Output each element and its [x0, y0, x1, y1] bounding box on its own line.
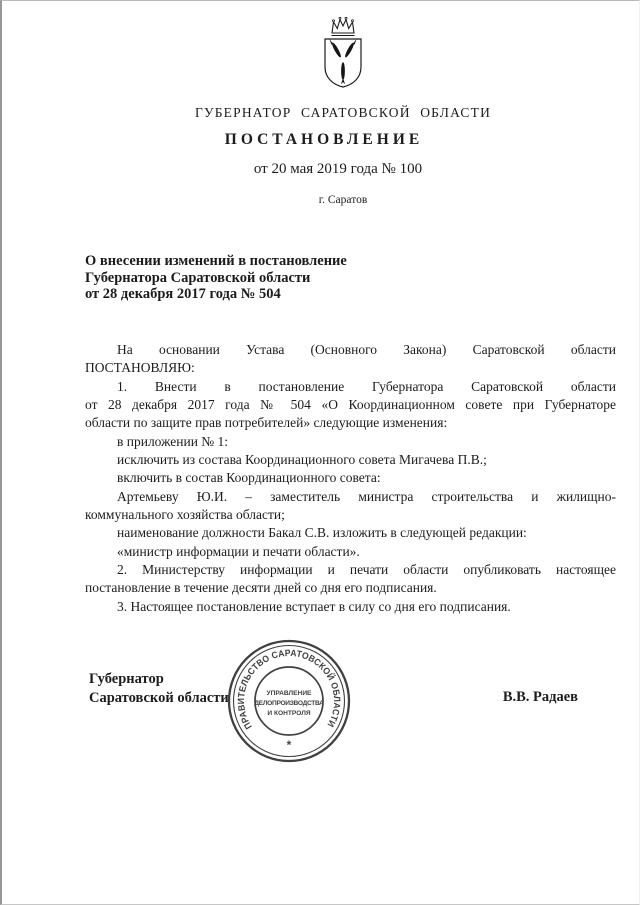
stamp-ring-text: ПРАВИТЕЛЬСТВО САРАТОВСКОЙ ОБЛАСТИ [236, 647, 343, 732]
body-line: в приложении № 1: [117, 433, 229, 449]
place-line: г. Саратов [318, 194, 368, 206]
body-line: ПОСТАНОВЛЯЮ: [85, 360, 195, 376]
stamp-star: * [286, 738, 292, 752]
stamp-center-line: И КОНТРОЛЯ [267, 710, 311, 717]
signer-name: В.В. Радаев [502, 689, 578, 705]
body-line: наименование должности Бакал С.В. изложить в следующей редакции: [117, 525, 527, 541]
decree-subject [85, 253, 505, 303]
body-line: «министр информации и печати области». [117, 543, 360, 559]
body-line: от 28 декабря 2017 года № 504 «О Координационном совете при Губернаторе [85, 397, 616, 413]
official-stamp [227, 639, 351, 763]
body-line: 2. Министерству информации и печати области опубликовать настоящее [117, 562, 616, 578]
body-line: постановление в течение десяти дней со дня его подписания. [85, 580, 437, 596]
body-line: 1. Внести в постановление Губернатора Саратовской области [117, 378, 616, 394]
date-number-line: от 20 мая 2019 года № 100 [253, 161, 423, 177]
body-line: области по защите прав потребителей» следующие изменения: [85, 415, 448, 431]
signer-position [89, 670, 229, 708]
issuing-authority: ГУБЕРНАТОР САРАТОВСКОЙ ОБЛАСТИ [194, 105, 492, 120]
stamp-center-line: УПРАВЛЕНИЕ [266, 690, 312, 697]
subject-line: О внесении изменений в постановление [85, 253, 347, 269]
body-line: На основании Устава (Основного Закона) Саратовской области [117, 342, 616, 357]
body-line: 3. Настоящее постановление вступает в силу со дня его подписания. [117, 598, 511, 614]
signer-position-line: Саратовской области [89, 690, 229, 706]
signer-position-line: Губернатор [89, 671, 164, 687]
subject-line: от 28 декабря 2017 года № 504 [85, 286, 281, 303]
body-line: включить в состав Координационного совета: [117, 470, 381, 486]
document-type-title: ПОСТАНОВЛЕНИЕ [224, 131, 424, 148]
body-line: Артемьеву Ю.И. – заместитель министра строительства и жилищно- [117, 488, 616, 504]
stamp-center-line: ДЕЛОПРОИЗВОДСТВА [254, 700, 324, 707]
body-line: коммунального хозяйства области; [85, 507, 285, 523]
body-line: исключить из состава Координационного совета Мигачева П.В.; [117, 452, 487, 468]
subject-line: Губернатора Саратовской области [85, 269, 311, 286]
coat-of-arms-icon [322, 14, 364, 90]
decree-body [85, 341, 616, 616]
